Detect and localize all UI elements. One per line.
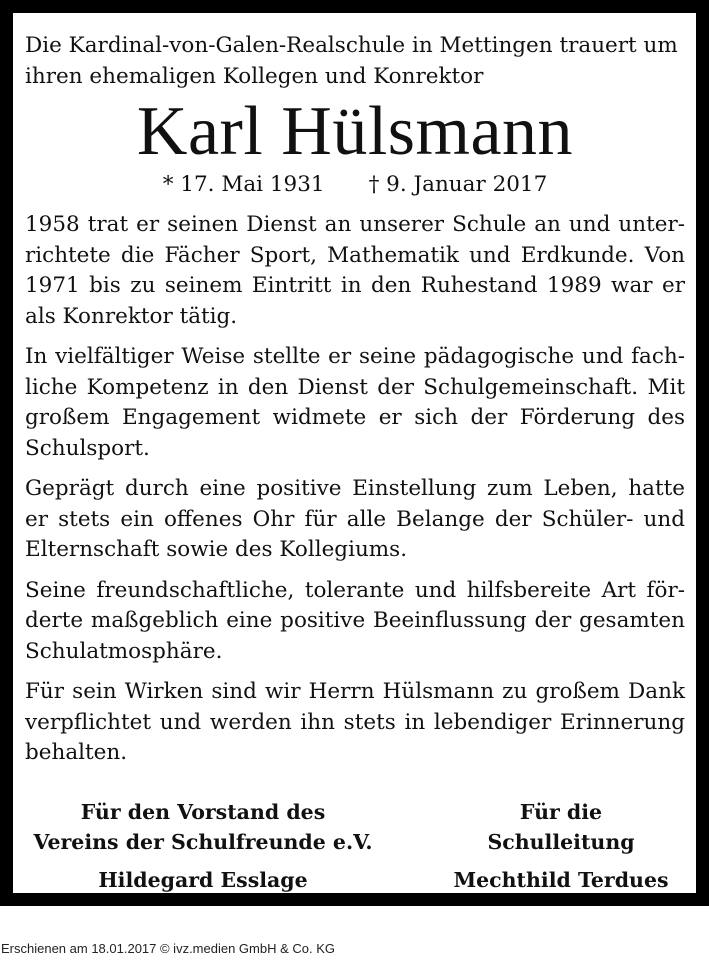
signature-right-name: Mechthild Terdues — [453, 867, 669, 892]
paragraph-attitude: Geprägt durch eine positive Einstellung zum Leben, hatte er stets ein offenes Ohr für alle Belange der Schüler- und Elternschaft sowie des Kollegiums. — [25, 476, 685, 562]
signature-right-line-1: Für die — [519, 799, 603, 824]
signature-right — [431, 797, 691, 894]
signature-right-line-2: Schulleitung — [487, 829, 635, 854]
life-dates — [25, 172, 685, 198]
signature-left-name: Hildegard Esslage — [98, 867, 308, 892]
birth-date: * 17. Mai 1931 — [162, 172, 325, 197]
deceased-name: Karl Hülsmann — [136, 93, 574, 170]
intro-line-1: Die Kardinal-von-Galen-Realschule in Mettingen trauert um — [25, 33, 678, 58]
signature-left-line-1: Für den Vorstand des — [80, 799, 326, 824]
signatures — [25, 797, 685, 894]
intro-line-2: ihren ehemaligen Kollegen und Konrektor — [25, 64, 484, 89]
intro-text — [25, 30, 685, 92]
paragraph-gratitude: Für sein Wirken sind wir Herrn Hülsmann zu großem Dank verpflichtet und werden ihn stets in lebendiger Erinnerung behalten. — [25, 679, 685, 765]
signature-left — [23, 797, 383, 894]
publication-footer: Erschienen am 18.01.2017 © ivz.medien GmbH & Co. KG — [1, 941, 336, 956]
paragraph-competence: In vielfältiger Weise stellte er seine pädagogische und fachliche Kompetenz in den Dienst der Schulgemeinschaft. Mit großem Engagement widmete er sich der Förderung des Schulsport. — [25, 344, 685, 461]
obituary-content — [25, 30, 685, 894]
paragraph-character: Seine freundschaftliche, tolerante und hilfsbereite Art förderte maßgeblich eine positive Beeinflussung der gesamten Schulatmosphäre. — [25, 577, 685, 664]
paragraph-career: 1958 trat er seinen Dienst an unserer Schule an und unterrichtete die Fächer Sport, Mathematik und Erdkunde. Von 1971 bis zu seinem Eintritt in den Ruhestand 1989 war er als Konrektor tätig. — [25, 212, 685, 329]
death-date: † 9. Januar 2017 — [368, 172, 548, 197]
signature-left-line-2: Vereins der Schulfreunde e.V. — [33, 829, 373, 854]
